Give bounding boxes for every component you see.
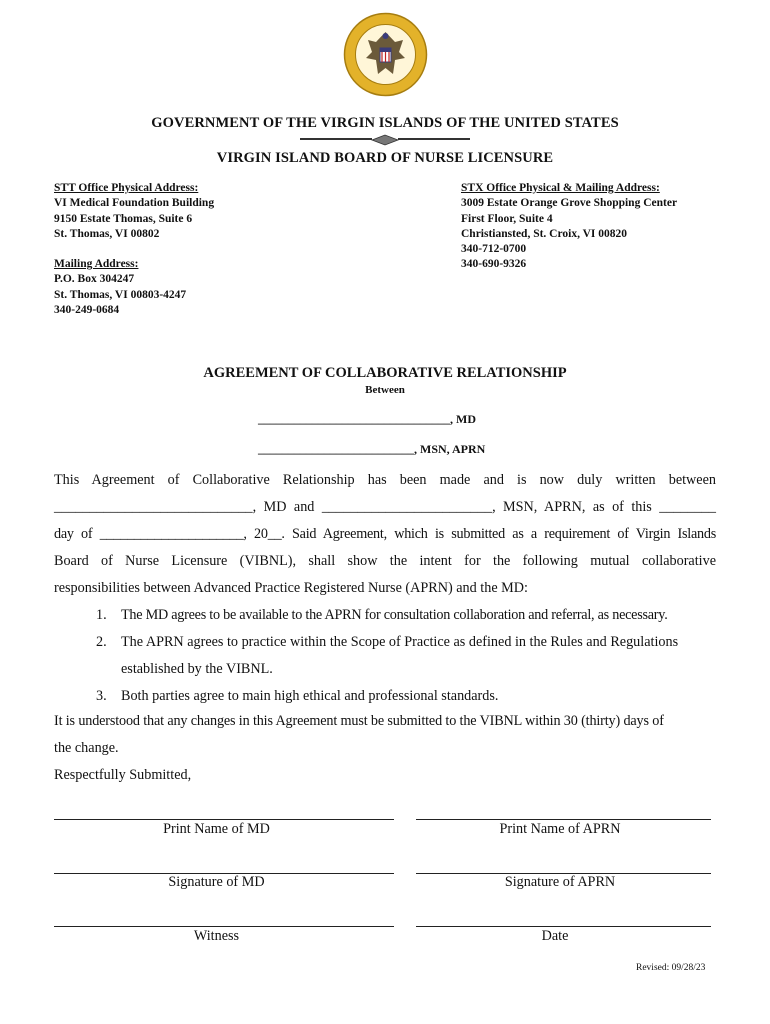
print-name-aprn-label: Print Name of APRN	[499, 821, 621, 837]
list-text: Both parties agree to main high ethical and professional standards.	[121, 688, 499, 704]
witness-label: Witness	[193, 928, 240, 944]
list-item	[96, 602, 718, 629]
list-number: 2.	[96, 634, 107, 650]
stx-heading: STX Office Physical & Mailing Address:	[461, 182, 660, 194]
paragraph-line: This Agreement of Collaborative Relationship has been made and is now duly written between	[54, 472, 716, 488]
date-label: Date	[541, 928, 569, 944]
stt-mailing-line: P.O. Box 304247	[54, 273, 135, 286]
list-text: The APRN agrees to practice within the Scope of Practice as defined in the Rules and Regulations	[121, 634, 679, 650]
print-name-md-line[interactable]	[54, 819, 394, 820]
stx-line: Christiansted, St. Croix, VI 00820	[461, 227, 628, 240]
paragraph-line: responsibilities between Advanced Practice Registered Nurse (APRN) and the MD:	[54, 580, 528, 596]
between-label: Between	[365, 384, 405, 396]
paragraph-line: Board of Nurse Licensure (VIBNL), shall show the intent for the following mutual collaborative	[54, 553, 716, 569]
paragraph-line[interactable]: ____________________________, MD and ________________________, MSN, APRN, as of this ________	[54, 499, 716, 515]
signature-md-label: Signature of MD	[168, 874, 265, 890]
md-name-line[interactable]: ________________________________, MD	[258, 412, 476, 426]
stx-line: 3009 Estate Orange Grove Shopping Center	[461, 197, 678, 210]
paragraph-line[interactable]: day of _____________________, 20__. Said Agreement, which is submitted as a requirement of Virgin Islands	[54, 526, 716, 542]
list-number: 1.	[96, 607, 107, 623]
closing-text: Respectfully Submitted,	[54, 767, 192, 783]
stx-line: 340-690-9326	[461, 258, 527, 271]
stx-office-address	[461, 181, 761, 273]
aprn-name-line[interactable]: __________________________, MSN, APRN	[258, 442, 486, 456]
signature-aprn-label: Signature of APRN	[504, 874, 616, 890]
print-name-aprn-line[interactable]	[416, 819, 711, 820]
agreement-title: AGREEMENT OF COLLABORATIVE RELATIONSHIP	[203, 365, 567, 381]
paragraph-line: the change.	[54, 740, 119, 756]
changes-paragraph	[54, 708, 718, 789]
list-number: 3.	[96, 688, 107, 704]
witness-line[interactable]	[54, 926, 394, 927]
print-name-md-label: Print Name of MD	[163, 821, 270, 837]
stt-office-address	[54, 181, 384, 318]
paragraph-line: It is understood that any changes in this Agreement must be submitted to the VIBNL within 30 (thirty) days of	[54, 713, 664, 729]
government-title: GOVERNMENT OF THE VIRGIN ISLANDS OF THE UNITED STATES	[151, 115, 619, 131]
stx-line: 340-712-0700	[461, 243, 527, 256]
stt-line: 9150 Estate Thomas, Suite 6	[54, 212, 193, 225]
responsibilities-list	[96, 602, 718, 710]
board-title: VIRGIN ISLAND BOARD OF NURSE LICENSURE	[216, 150, 554, 166]
stt-mailing-heading: Mailing Address:	[54, 258, 139, 271]
list-item	[96, 683, 718, 710]
stt-mailing-line: 340-249-0684	[54, 304, 120, 317]
stx-line: First Floor, Suite 4	[461, 212, 553, 225]
list-text-continued: established by the VIBNL.	[121, 661, 273, 677]
seal-logo	[343, 12, 428, 97]
agreement-paragraph	[54, 467, 716, 602]
stt-heading: STT Office Physical Address:	[54, 182, 199, 194]
header-divider	[300, 133, 470, 145]
date-line[interactable]	[416, 926, 711, 927]
list-item	[96, 629, 718, 656]
stt-line: VI Medical Foundation Building	[54, 197, 215, 210]
revised-date: Revised: 09/28/23	[636, 963, 706, 973]
list-text: The MD agrees to be available to the APRN for consultation collaboration and referral, as necessary.	[121, 607, 668, 623]
stt-mailing-line: St. Thomas, VI 00803-4247	[54, 288, 187, 301]
stt-line: St. Thomas, VI 00802	[54, 227, 160, 240]
